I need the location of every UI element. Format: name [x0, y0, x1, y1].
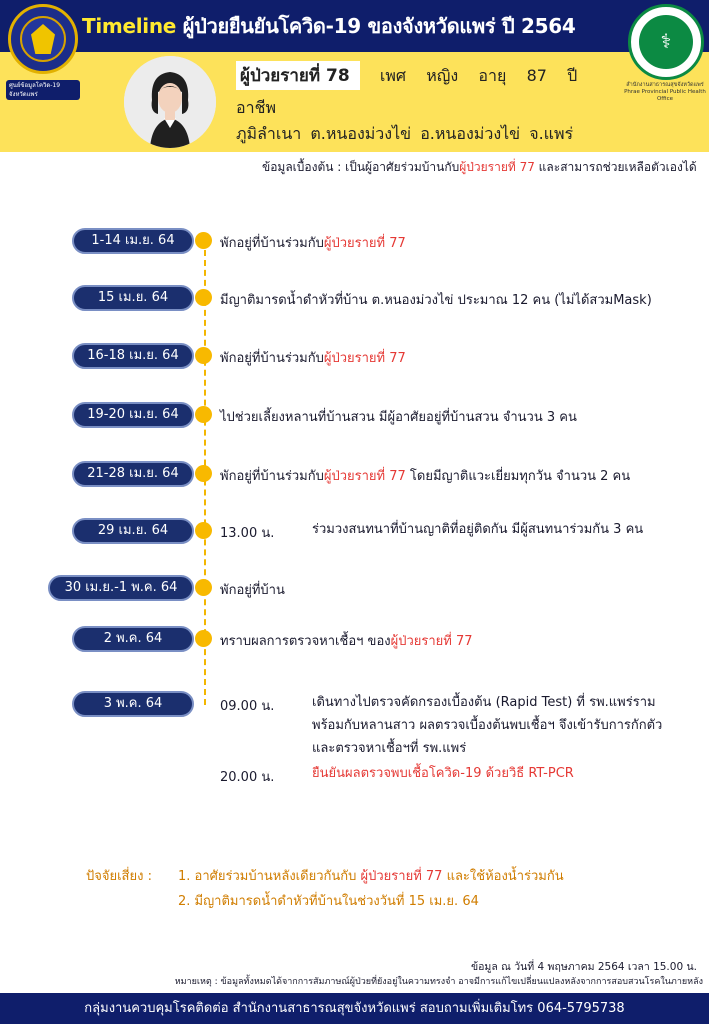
covid-center-badge — [6, 80, 80, 100]
ministry-public-health-logo-icon: ⚕ — [628, 4, 704, 80]
timeline-dot — [195, 579, 212, 596]
date-pill: 15 เม.ย. 64 — [72, 285, 194, 311]
timeline-row — [0, 343, 709, 371]
timeline-dot — [195, 630, 212, 647]
event-text: พักอยู่ที่บ้าน — [220, 583, 285, 598]
date-pill: 30 เม.ย.-1 พ.ค. 64 — [48, 575, 194, 601]
basic-info-suffix: และสามารถช่วยเหลือตัวเองได้ — [534, 160, 697, 174]
timeline-dot — [195, 465, 212, 482]
event-text: พักอยู่ที่บ้านร่วมกับผู้ป่วยรายที่ 77 — [220, 351, 406, 366]
provincial-seal-icon — [8, 4, 78, 74]
occupation-label: อาชีพ — [236, 98, 276, 117]
event-time: 09.00 น. — [220, 699, 275, 714]
event-text: ไปช่วยเลี้ยงหลานที่บ้านสวน มีผู้อาศัยอยู่ที่บ้านสวน จำนวน 3 คน — [220, 410, 577, 425]
timeline-dot — [195, 406, 212, 423]
basic-info-prefix: ข้อมูลเบื้องต้น : เป็นผู้อาศัยร่วมบ้านกับ — [262, 160, 460, 174]
title-th: ผู้ป่วยยืนยันโควิด-19 ของจังหวัดแพร่ ปี 2564 — [182, 14, 576, 38]
basic-info-highlight: ผู้ป่วยรายที่ 77 — [459, 160, 535, 174]
event-text: ยืนยันผลตรวจพบเชื้อโควิด-19 ด้วยวิธี RT-PCR — [312, 766, 574, 781]
age-unit: ปี — [567, 66, 578, 85]
patient-summary-line — [236, 61, 577, 87]
date-pill: 16-18 เม.ย. 64 — [72, 343, 194, 369]
data-timestamp: ข้อมูล ณ วันที่ 4 พฤษภาคม 2564 เวลา 15.00 น. — [470, 961, 697, 973]
timeline-row — [0, 575, 709, 603]
age-label: อายุ — [478, 66, 507, 85]
timeline-row — [0, 691, 709, 791]
remark: หมายเหตุ : ข้อมูลทั้งหมดได้จากการสัมภาษณ์ผู้ป่วยที่ยังอยู่ในความทรงจำ อาจมีการแก้ไขเปลี่ยนแปลงหลังจากการสอบสวนโรคในภายหลัง — [174, 977, 703, 987]
event-text: พักอยู่ที่บ้านร่วมกับผู้ป่วยรายที่ 77 โดยมีญาติแวะเยี่ยมทุกวัน จำนวน 2 คน — [220, 469, 631, 484]
patient-number: ผู้ป่วยรายที่ 78 — [236, 61, 360, 90]
timeline-dot — [195, 289, 212, 306]
date-pill: 19-20 เม.ย. 64 — [72, 402, 194, 428]
event-text: ทราบผลการตรวจหาเชื้อฯ ของผู้ป่วยรายที่ 77 — [220, 634, 473, 649]
basic-info — [262, 158, 697, 177]
timeline-dot — [195, 232, 212, 249]
event-text: ร่วมวงสนทนาที่บ้านญาติที่อยู่ติดกัน มีผู้สนทนาร่วมกัน 3 คน — [312, 522, 644, 537]
event-text: เดินทางไปตรวจคัดกรองเบื้องต้น (Rapid Test) ที่ รพ.แพร่ราม พร้อมกับหลานสาว ผลตรวจเบื้องต้นพบเชื้อฯ จึงเข้ารับการกักตัว และตรวจหาเชื้อฯที่ รพ.แพร่ — [312, 695, 663, 756]
timeline-row — [0, 402, 709, 430]
event-text: มีญาติมารดน้ำดำหัวที่บ้าน ต.หนองม่วงไข่ ประมาณ 12 คน (ไม่ได้สวมMask) — [220, 293, 652, 308]
timeline-row — [0, 228, 709, 256]
district: อ.หนองม่วงไข่ — [420, 124, 521, 143]
event-time: 20.00 น. — [220, 770, 275, 785]
timeline-row — [0, 461, 709, 489]
hometown-label: ภูมิลำเนา — [236, 124, 302, 143]
date-pill: 3 พ.ค. 64 — [72, 691, 194, 717]
timeline-dot — [195, 522, 212, 539]
province: จ.แพร่ — [529, 124, 574, 143]
subdistrict: ต.หนองม่วงไข่ — [310, 124, 412, 143]
event-text: พักอยู่ที่บ้านร่วมกับผู้ป่วยรายที่ 77 — [220, 236, 406, 251]
timeline-row — [0, 626, 709, 654]
date-pill: 29 เม.ย. 64 — [72, 518, 194, 544]
hometown-line — [236, 122, 573, 147]
date-pill: 1-14 เม.ย. 64 — [72, 228, 194, 254]
title-en: Timeline — [82, 14, 177, 38]
female-avatar-icon — [124, 56, 216, 148]
timeline-dot — [195, 347, 212, 364]
risk-item: 1. อาศัยร่วมบ้านหลังเดียวกันกับ ผู้ป่วยรายที่ 77 และใช้ห้องน้ำร่วมกัน — [178, 869, 564, 884]
badge-text: ศูนย์ข้อมูลโควิด-19 จังหวัดแพร่ — [9, 82, 61, 98]
sex-value: หญิง — [426, 66, 459, 85]
date-pill: 2 พ.ค. 64 — [72, 626, 194, 652]
risk-factors-label: ปัจจัยเสี่ยง : — [86, 869, 152, 884]
timeline-row — [0, 285, 709, 313]
sex-label: เพศ — [379, 66, 407, 85]
office-caption: สำนักงานสาธารณสุขจังหวัดแพร่ Phrae Provincial Public Health Office — [624, 82, 706, 102]
page-title — [82, 10, 576, 42]
footer-contact: กลุ่มงานควบคุมโรคติดต่อ สำนักงานสาธารณสุขจังหวัดแพร่ สอบถามเพิ่มเติมโทร 064-5795738 — [0, 993, 709, 1024]
date-pill: 21-28 เม.ย. 64 — [72, 461, 194, 487]
age-value: 87 — [526, 66, 547, 85]
timeline-row — [0, 518, 709, 546]
event-time: 13.00 น. — [220, 526, 275, 541]
risk-item: 2. มีญาติมารดน้ำดำหัวที่บ้านในช่วงวันที่ 15 เม.ย. 64 — [178, 894, 479, 909]
